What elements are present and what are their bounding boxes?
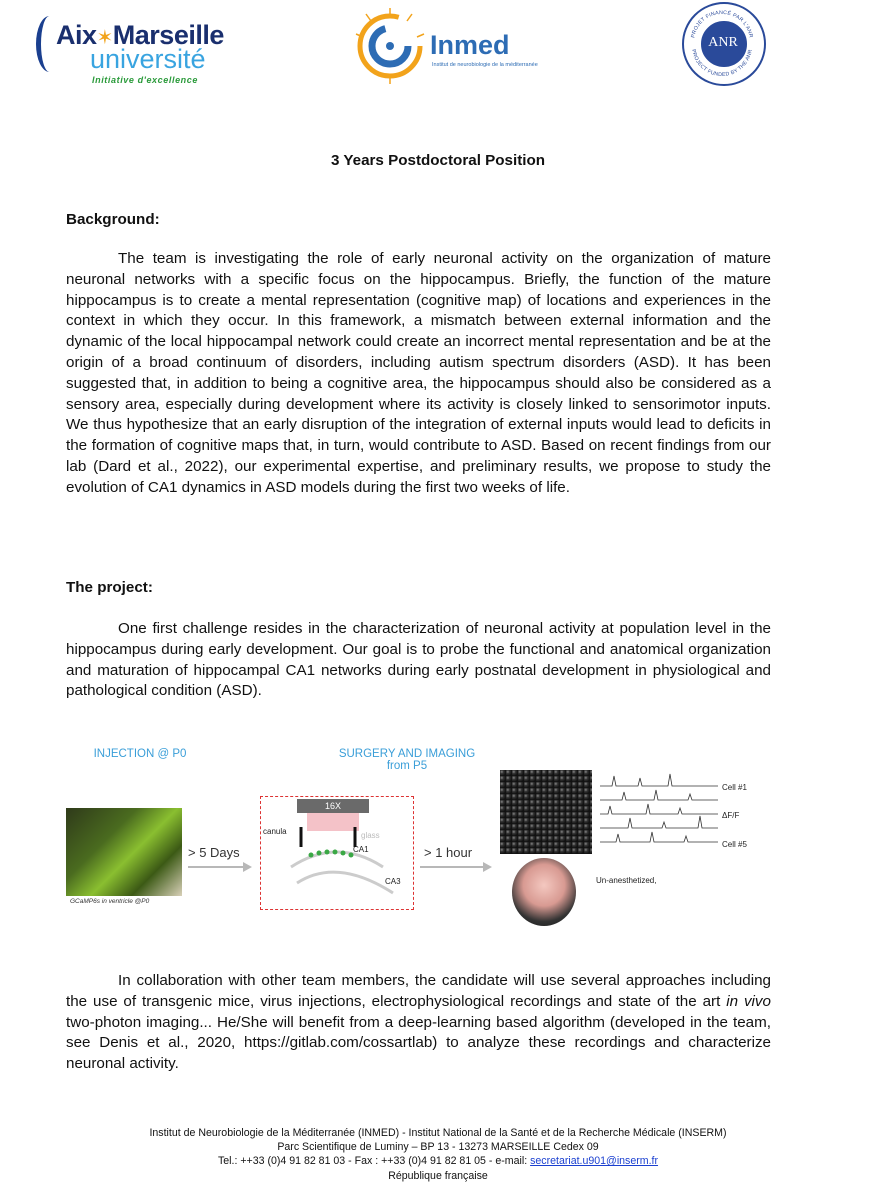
arrow1-label: > 5 Days <box>188 845 240 860</box>
project-text: One first challenge resides in the characterization of neuronal activity at population level in the hippocampus during early development. Our goal is to probe the functional and anatomical organization and maturation of hippocampal CA1 networks during early postnatal development in physiological and pathological condition (ASD). <box>66 620 771 700</box>
cell5-label: Cell #5 <box>722 840 747 849</box>
aix-marseille-universite-logo <box>36 14 226 85</box>
canula-label: canula <box>263 827 287 836</box>
hippocampus-sketch <box>261 797 413 909</box>
glass-label: glass <box>361 831 380 840</box>
unanesthetized-label: Un-anesthetized, <box>596 876 657 885</box>
anr-logo <box>682 2 768 88</box>
ca3-label: CA3 <box>385 877 401 886</box>
mouse-under-objective <box>512 858 576 926</box>
amu-logo-word-universite: université <box>90 44 206 74</box>
footer-line1: Institut de Neurobiologie de la Méditerranée (INMED) - Institut National de la Santé et de la Recherche Médicale (INSERM) <box>149 1127 727 1139</box>
collaboration-text-after: two-photon imaging... He/She will benefit from a deep-learning based algorithm (developed in the team, see Denis et al., 2020, https://gitlab.com/cossartlab) to analyze these recordings and characterize neuronal activity. <box>66 1013 771 1073</box>
dff-label: ΔF/F <box>722 811 740 820</box>
page-title: 3 Years Postdoctoral Position <box>330 152 546 169</box>
inmed-logo-subtitle: Institut de neurobiologie de la méditerranée <box>432 62 538 68</box>
background-paragraph <box>66 249 771 499</box>
footer-line4: République française <box>388 1169 488 1182</box>
amu-logo-word-aix: Aix <box>56 20 97 50</box>
project-paragraph <box>66 619 771 702</box>
collaboration-paragraph <box>66 971 771 1075</box>
figure-injection-label: INJECTION @ P0 <box>93 748 187 760</box>
background-heading: Background: <box>66 211 160 228</box>
anr-ring-bottom-text: PROJECT FUNDED BY THE ANR <box>690 48 754 79</box>
figure-surgery-label <box>322 748 492 772</box>
cell1-label: Cell #1 <box>722 783 747 792</box>
project-heading: The project: <box>66 579 153 596</box>
inmed-emblem-icon <box>346 4 430 86</box>
footer-email-link[interactable]: secretariat.u901@inserm.fr <box>530 1155 659 1168</box>
background-text: The team is investigating the role of early neuronal activity on the organization of mature neuronal networks with a specific focus on the hippocampus. Briefly, the function of the mature hippocampus is to create a mental representation (cognitive map) of locations and experiences in the context in which they occur. In this framework, a mismatch between external information and the dynamic of the local hippocampal network could create an incorrect mental representation and be at the origin of a broad continuum of disorders, including autism spectrum disorders (ASD). It has been suggested that, in addition to being a cognitive area, the hippocampus should also be considered as a sensory area, especially during development where its activity is closely linked to sensorimotor inputs. We thus hypothesize that an early disruption of the integration of external inputs would lead to deficits in the formation of cognitive maps that, in turn, would contribute to ASD. Based on recent findings from our lab (Dard et al., 2022), our experimental expertise, and preliminary results, we propose to study the evolution of CA1 dynamics in ASD models during the first two weeks of life. <box>66 250 771 496</box>
figure-surgery-label-line1: SURGERY AND IMAGING <box>338 748 476 760</box>
inmed-logo-wordmark: Inmed <box>430 30 510 60</box>
footer-line2: Parc Scientifique de Luminy – BP 13 - 13273 MARSEILLE Cedex 09 <box>277 1141 599 1154</box>
collaboration-italic: in vivo <box>726 992 771 1010</box>
collaboration-text-before: In collaboration with other team members, the candidate will use several approaches including the use of transgenic mice, virus injections, electrophysiological recordings and state of the art <box>66 972 771 1010</box>
amu-logo-tagline: Initiative d'excellence <box>92 75 198 85</box>
anr-logo-text: ANR <box>708 35 738 50</box>
anr-ring-top-text: PROJET FINANCÉ PAR L'ANR <box>690 9 754 39</box>
calcium-traces-plot <box>598 772 720 854</box>
ca1-label: CA1 <box>353 845 369 854</box>
calcium-imaging-field <box>500 770 592 854</box>
arrow2-label: > 1 hour <box>424 845 473 860</box>
objective-label: 16X <box>297 799 369 813</box>
footer-contact: Tel.: ++33 (0)4 91 82 81 03 - Fax : ++33 (0)4 91 82 81 05 - e-mail: <box>217 1155 531 1168</box>
arrow1-icon <box>188 866 250 868</box>
amu-logo-word-marseille: Marseille <box>112 20 224 50</box>
photo-caption: GCaMP6s in ventricle @P0 <box>70 898 150 905</box>
footer-line3 <box>0 1154 876 1168</box>
arrow2-icon <box>420 866 490 868</box>
amu-star-icon: ✶ <box>96 27 113 49</box>
footer <box>0 1126 876 1183</box>
figure-surgery-label-line2: from P5 <box>386 760 428 772</box>
inmed-logo <box>346 4 536 86</box>
injection-photo <box>66 808 182 896</box>
surgery-diagram <box>260 796 414 910</box>
